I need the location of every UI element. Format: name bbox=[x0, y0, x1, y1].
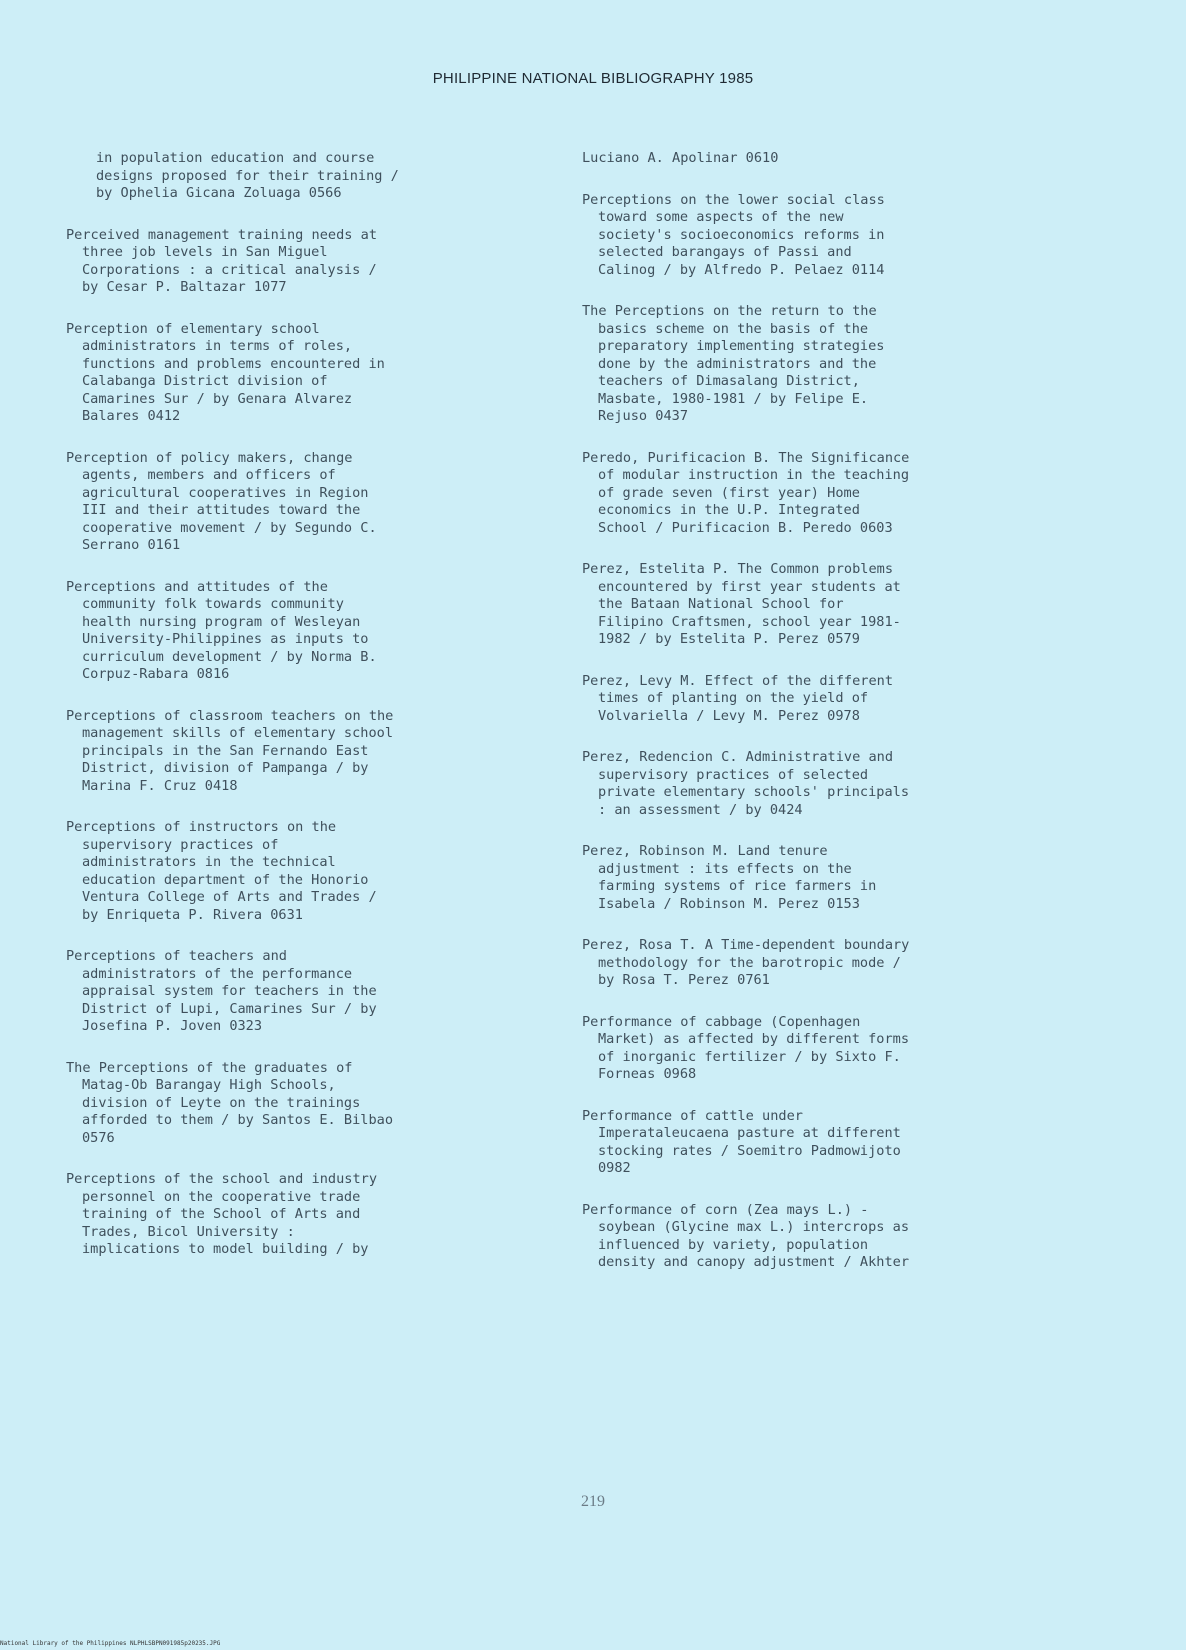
scan-footer-note: National Library of the Philippines NLPHLSBPN091985p20235.JPG bbox=[0, 1640, 221, 1647]
bibliography-entry: The Perceptions on the return to the basics scheme on the basis of the preparatory implementing strategies done by the administrators and the teachers of Dimasalang District, Masbate, 1980-1981 / by Felipe E. Rejuso 0437 bbox=[582, 303, 885, 424]
bibliography-entry: Performance of corn (Zea mays L.) - soybean (Glycine max L.) intercrops as influenced by variety, population density and canopy adjustment / Akhter bbox=[582, 1201, 909, 1270]
page-title: PHILIPPINE NATIONAL BIBLIOGRAPHY 1985 bbox=[432, 70, 754, 87]
bibliography-entry: in population education and course designs proposed for their training / by Ophelia Gicana Zoluaga 0566 bbox=[96, 150, 399, 201]
bibliography-entry: Perceptions of instructors on the supervisory practices of administrators in the technical education department of the Honorio Ventura College of Arts and Trades / by Enriqueta P. Rivera 0631 bbox=[66, 819, 377, 923]
left-column bbox=[66, 150, 566, 1283]
bibliography-entry: Performance of cabbage (Copenhagen Market) as affected by different forms of inorganic fertilizer / by Sixto F. Forneas 0968 bbox=[582, 1013, 909, 1082]
bibliography-entry: The Perceptions of the graduates of Matag-Ob Barangay High Schools, division of Leyte on the trainings afforded to them / by Santos E. Bilbao 0576 bbox=[66, 1059, 393, 1146]
bibliography-entry: Peredo, Purificacion B. The Significance of modular instruction in the teaching of grade seven (first year) Home economics in the U.P. Integrated School / Purificacion B. Peredo 0603 bbox=[582, 449, 910, 536]
bibliography-entry: Perceptions of the school and industry personnel on the cooperative trade training of the School of Arts and Trades, Bicol University : implications to model building / by bbox=[66, 1171, 377, 1257]
bibliography-entry: Perez, Redencion C. Administrative and supervisory practices of selected private elementary schools' principals : an assessment / by 0424 bbox=[582, 749, 909, 818]
bibliography-entry: Perceptions of teachers and administrators of the performance appraisal system for teachers in the District of Lupi, Camarines Sur / by Josefina P. Joven 0323 bbox=[66, 948, 377, 1034]
bibliography-entry: Luciano A. Apolinar 0610 bbox=[582, 150, 779, 166]
bibliography-entry: Perez, Rosa T. A Time-dependent boundary methodology for the barotropic mode / by Rosa T. Perez 0761 bbox=[582, 937, 910, 988]
bibliography-entry: Perceived management training needs at three job levels in San Miguel Corporations : a critical analysis / by Cesar P. Baltazar 1077 bbox=[66, 226, 377, 295]
bibliography-entry: Perception of policy makers, change agents, members and officers of agricultural cooperatives in Region III and their attitudes toward the cooperative movement / by Segundo C. Serrano 0161 bbox=[66, 449, 377, 553]
bibliography-entry: Perez, Levy M. Effect of the different times of planting on the yield of Volvariella / Levy M. Perez 0978 bbox=[582, 672, 893, 724]
bibliography-entry: Perceptions and attitudes of the community folk towards community health nursing program of Wesleyan University-Philippines as inputs to curriculum development / by Norma B. Corpuz-Rabara 0816 bbox=[66, 578, 377, 682]
bibliography-entry: Perez, Estelita P. The Common problems encountered by first year students at the Bataan National School for Filipino Craftsmen, school year 1981- 1982 / by Estelita P. Perez 0579 bbox=[582, 561, 901, 647]
bibliography-entry: Perceptions on the lower social class toward some aspects of the new society's socioeconomics reforms in selected barangays of Passi and Calinog / by Alfredo P. Pelaez 0114 bbox=[582, 191, 885, 278]
right-column bbox=[582, 150, 1082, 1296]
bibliography-entry: Perceptions of classroom teachers on the management skills of elementary school principals in the San Fernando East District, division of Pampanga / by Marina F. Cruz 0418 bbox=[66, 707, 394, 794]
bibliography-entry: Performance of cattle under Imperataleucaena pasture at different stocking rates / Soemitro Padmowijoto 0982 bbox=[582, 1107, 901, 1176]
bibliography-entry: Perez, Robinson M. Land tenure adjustment : its effects on the farming systems of rice farmers in Isabela / Robinson M. Perez 0153 bbox=[582, 843, 877, 912]
bibliography-entry: Perception of elementary school administrators in terms of roles, functions and problems encountered in Calabanga District division of Camarines Sur / by Genara Alvarez Balares 0412 bbox=[66, 320, 385, 424]
page-number: 219 bbox=[581, 1493, 605, 1510]
